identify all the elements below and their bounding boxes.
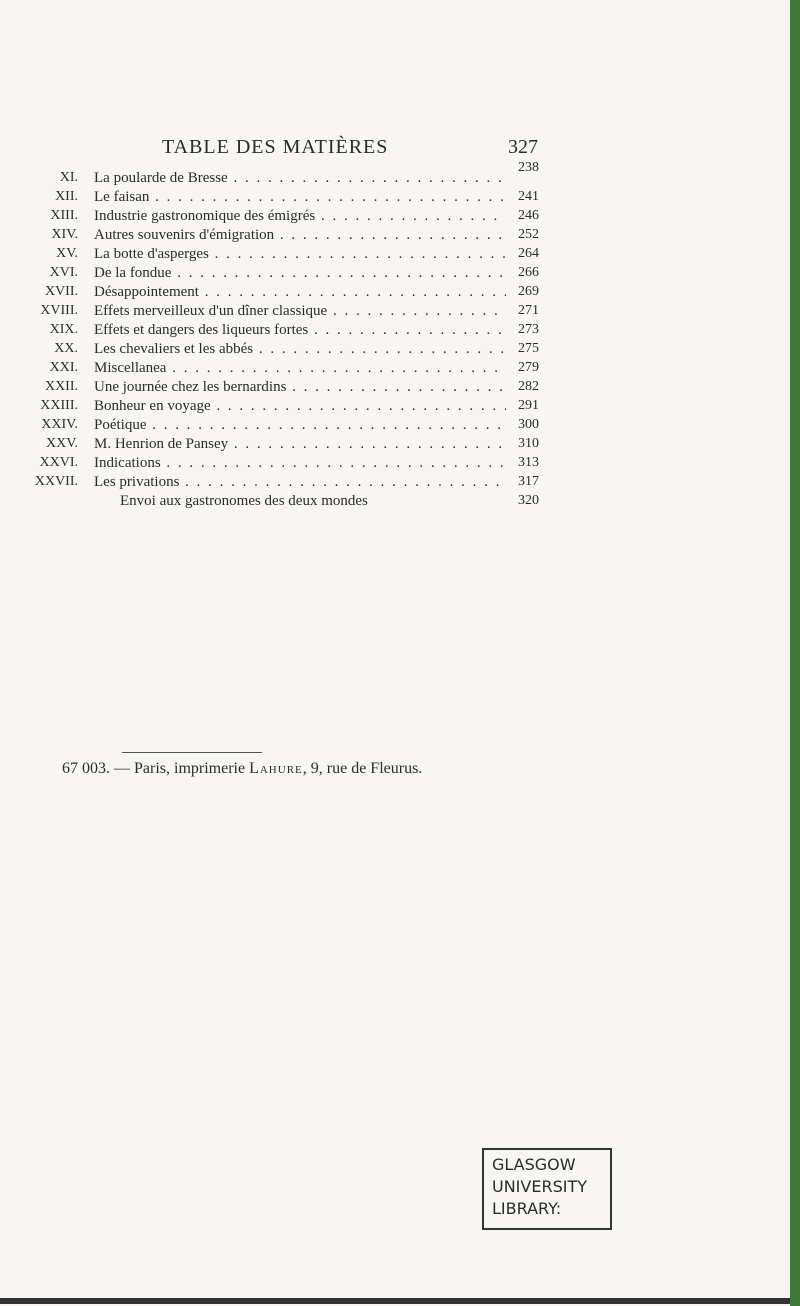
- stamp-line: UNIVERSITY: [492, 1177, 587, 1196]
- chapter-page: 275: [518, 341, 539, 356]
- chapter-numeral: XIV.: [51, 227, 78, 242]
- chapter-title: Bonheur en voyage . . .: [94, 398, 506, 417]
- imprint-code: 67 003. —: [62, 760, 130, 777]
- toc-entry: [40, 379, 540, 398]
- toc-entry: [40, 265, 540, 284]
- chapter-title: Poétique . . .: [94, 417, 506, 436]
- chapter-numeral: XXVII.: [34, 474, 78, 489]
- chapter-title: Une journée chez les bernardins . . .: [94, 379, 506, 398]
- chapter-page: 313: [518, 455, 539, 470]
- chapter-title: Miscellanea . . .: [94, 360, 506, 379]
- chapter-title: Le faisan . . .: [94, 189, 506, 208]
- toc-entry: [40, 436, 540, 455]
- chapter-numeral: XVII.: [44, 284, 78, 299]
- table-of-contents: [34, 160, 540, 512]
- chapter-page: 291: [518, 398, 539, 413]
- toc-entry: [40, 322, 540, 341]
- toc-entry: [40, 284, 540, 303]
- printer-imprint: [62, 760, 422, 778]
- stamp-line: GLASGOW: [492, 1155, 576, 1174]
- page-header: [0, 136, 800, 166]
- toc-entry: [34, 474, 540, 493]
- toc-entry: [40, 417, 540, 436]
- chapter-page: 300: [518, 417, 539, 432]
- chapter-page: 279: [518, 360, 539, 375]
- imprint-publisher: Lahure: [249, 760, 303, 777]
- chapter-page: 238: [518, 160, 539, 175]
- toc-entry: [40, 246, 540, 265]
- chapter-page: 269: [518, 284, 539, 299]
- imprint-rule: [122, 752, 262, 753]
- chapter-page: 310: [518, 436, 539, 451]
- chapter-title: De la fondue . . .: [94, 265, 506, 284]
- toc-entry: [40, 455, 540, 474]
- chapter-numeral: XVI.: [49, 265, 78, 280]
- chapter-page: 246: [518, 208, 539, 223]
- chapter-title: Envoi aux gastronomes des deux mondes: [120, 493, 368, 509]
- toc-entry: [40, 398, 540, 417]
- chapter-title: Indications . . .: [94, 455, 506, 474]
- chapter-title: La botte d'asperges . . .: [94, 246, 506, 265]
- chapter-numeral: XXIII.: [40, 398, 78, 413]
- chapter-numeral: XXV.: [45, 436, 78, 451]
- toc-entry: [40, 227, 540, 246]
- chapter-page: 317: [518, 474, 539, 489]
- chapter-numeral: XIX.: [49, 322, 78, 337]
- chapter-page: 264: [518, 246, 539, 261]
- toc-entry: [40, 160, 540, 189]
- page-edge: [790, 0, 800, 1306]
- chapter-numeral: XVIII.: [40, 303, 78, 318]
- chapter-numeral: XV.: [56, 246, 78, 261]
- stamp-line: LIBRARY:: [492, 1199, 562, 1218]
- chapter-page: 252: [518, 227, 539, 242]
- page-number: 327: [508, 136, 538, 158]
- chapter-page: 266: [518, 265, 539, 280]
- chapter-title: Effets et dangers des liqueurs fortes . . .: [94, 322, 506, 341]
- chapter-page: 273: [518, 322, 539, 337]
- chapter-numeral: XXIV.: [41, 417, 78, 432]
- chapter-title: La poularde de Bresse . . .: [94, 170, 506, 189]
- chapter-title: Désappointement . . .: [94, 284, 506, 303]
- toc-entry: [40, 341, 540, 360]
- chapter-numeral: XX.: [54, 341, 78, 356]
- chapter-title: Les chevaliers et les abbés . . .: [94, 341, 506, 360]
- chapter-title: Les privations . . .: [94, 474, 506, 493]
- toc-entry: [40, 189, 540, 208]
- chapter-numeral: XI.: [59, 170, 78, 185]
- chapter-title: Autres souvenirs d'émigration . . .: [94, 227, 506, 246]
- chapter-title: Industrie gastronomique des émigrés . . .: [94, 208, 506, 227]
- toc-entry: [40, 303, 540, 322]
- chapter-numeral: XIII.: [50, 208, 78, 223]
- chapter-numeral: XXVI.: [39, 455, 78, 470]
- page-title: TABLE DES MATIÈRES: [162, 136, 389, 158]
- chapter-numeral: XXI.: [49, 360, 78, 375]
- toc-entry: [40, 208, 540, 227]
- toc-entry: [40, 493, 540, 512]
- chapter-title: Effets merveilleux d'un dîner classique . . .: [94, 303, 506, 322]
- chapter-page: 271: [518, 303, 539, 318]
- imprint-text: Paris, imprimerie: [134, 760, 246, 777]
- chapter-page: 282: [518, 379, 539, 394]
- imprint-address: , 9, rue de Fleurus.: [302, 760, 423, 777]
- chapter-page: 241: [518, 189, 539, 204]
- toc-entry: [40, 360, 540, 379]
- chapter-numeral: XII.: [55, 189, 78, 204]
- bottom-edge-rule: [0, 1298, 790, 1304]
- chapter-title: M. Henrion de Pansey . . .: [94, 436, 506, 455]
- chapter-page: 320: [518, 493, 539, 508]
- chapter-numeral: XXII.: [44, 379, 78, 394]
- library-stamp: [482, 1148, 612, 1230]
